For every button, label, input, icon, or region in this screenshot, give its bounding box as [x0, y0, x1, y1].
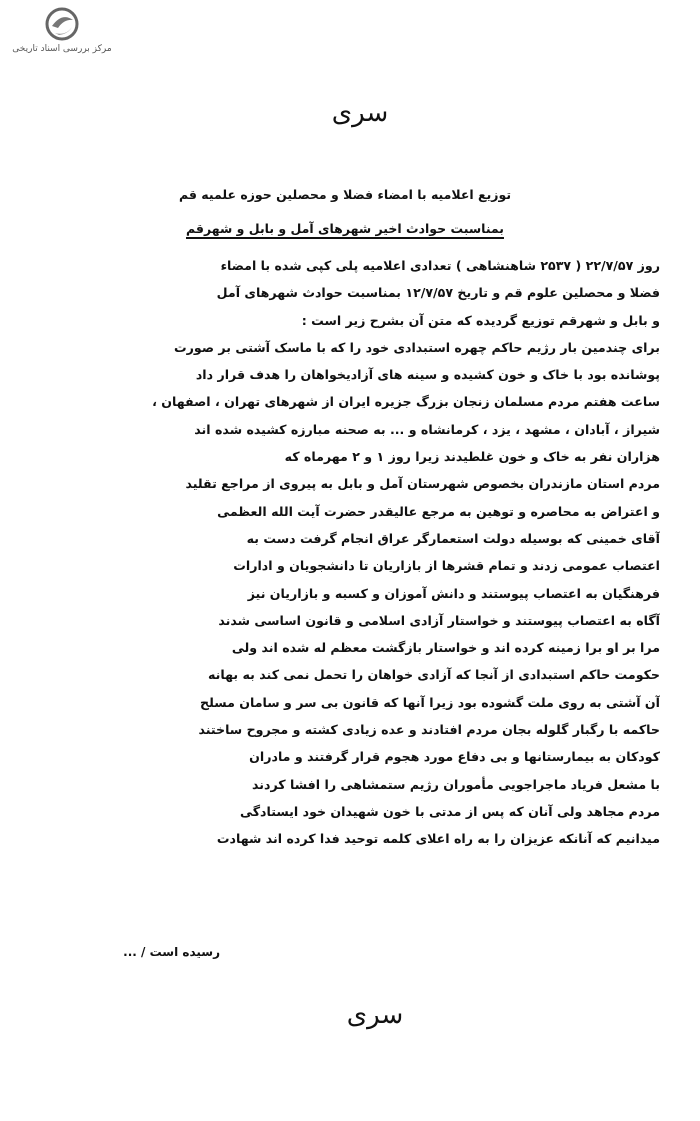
classification-mark-bottom: سری — [346, 1000, 404, 1030]
body-line: مردم مجاهد ولی آنان که پس از مدتی با خون شهیدان خود ایستادگی — [239, 803, 660, 819]
body-line: ساعت هفتم مردم مسلمان زنجان بزرگ جزیره ایران از شهرهای تهران ، اصفهان ، — [152, 394, 660, 410]
body-line: حکومت حاکم استبدادی از آنجا که آزادی خواهان را تحمل نمی کند به بهانه — [208, 667, 660, 683]
body-line: مردم استان مازندران بخصوص شهرستان آمل و بابل به پیروی از مراجع تقلید — [185, 476, 660, 492]
body-line: آگاه به اعتصاب پیوستند و خواستار آزادی اسلامی و قانون اساسی شدند — [218, 612, 660, 628]
body-line: فرهنگیان به اعتصاب پیوستند و دانش آموزان و کسبه و بازاریان نیز — [247, 585, 660, 601]
body-line: روز ۲۲/۷/۵۷ ( ۲۵۳۷ شاهنشاهی ) تعدادی اعلامیه پلی کپی شده با امضاء — [220, 258, 660, 273]
body-line: پوشانده بود با خاک و خون کشیده و سینه های آزادیخواهان را هدف قرار داد — [195, 367, 660, 383]
body-line: اعتصاب عمومی زدند و تمام قشرها از بازاریان تا دانشجویان و ادارات — [233, 558, 660, 574]
archive-logo-icon — [42, 6, 82, 42]
body-line: آن آشتی به روی ملت گشوده بود زیرا آنها که قانون بی سر و سامان مسلح — [200, 694, 660, 710]
body-line: شیراز ، آبادان ، مشهد ، یزد ، کرمانشاه و ... به صحنه مبارزه کشیده شده اند — [194, 421, 660, 437]
body-line: فضلا و محصلین علوم قم و تاریخ ۱۲/۷/۵۷ بمناسبت حوادث شهرهای آمل — [216, 285, 660, 301]
body-line: حاکمه با رگبار گلوله بجان مردم افتادند و عده زیادی کشته و مجروح ساختند — [198, 722, 660, 738]
body-line: با مشعل فریاد ماجراجویی مأموران رژیم ستمشاهی را افشا کردند — [252, 776, 660, 792]
body-line: و اعتراض به محاصره و توهین به مرجع عالیقدر حضرت آیت الله العظمی — [217, 503, 660, 519]
archive-caption: مرکز بررسی اسناد تاریخی — [12, 44, 112, 54]
subject-line-1: توزیع اعلامیه با امضاء فضلا و محصلین حوزه علمیه قم — [178, 187, 512, 202]
body-line: و بابل و شهرقم توزیع گردیده که متن آن بشرح زیر است : — [301, 312, 660, 328]
body-line: کودکان به بیمارستانها و بی دفاع مورد هجوم قرار گرفتند و مادران — [249, 749, 660, 765]
document-body — [45, 252, 660, 853]
document-subject — [150, 178, 540, 246]
body-line: برای چندمین بار رژیم حاکم چهره استبدادی خود را که با ماسک آشتی بر صورت — [174, 339, 660, 355]
document-signoff: رسیده است / ... — [123, 945, 220, 959]
subject-line-2: بمناسبت حوادث اخیر شهرهای آمل و بابل و شهرقم — [186, 221, 504, 239]
body-line: هزاران نفر به خاک و خون غلطیدند زیرا روز ۱ و ۲ مهرماه که — [284, 449, 660, 465]
body-line: مرا بر او برا زمینه کرده اند و خواستار بازگشت معظم له شده اند ولی — [231, 640, 660, 656]
classification-mark-top: سری — [331, 98, 389, 128]
body-line: آقای خمینی که بوسیله دولت استعمارگر عراق انجام گرفت دست به — [246, 530, 660, 546]
body-line: میدانیم که آنانکه عزیزان را به راه اعلای کلمه توحید فدا کرده اند شهادت — [216, 831, 660, 847]
archive-logo — [12, 6, 112, 54]
